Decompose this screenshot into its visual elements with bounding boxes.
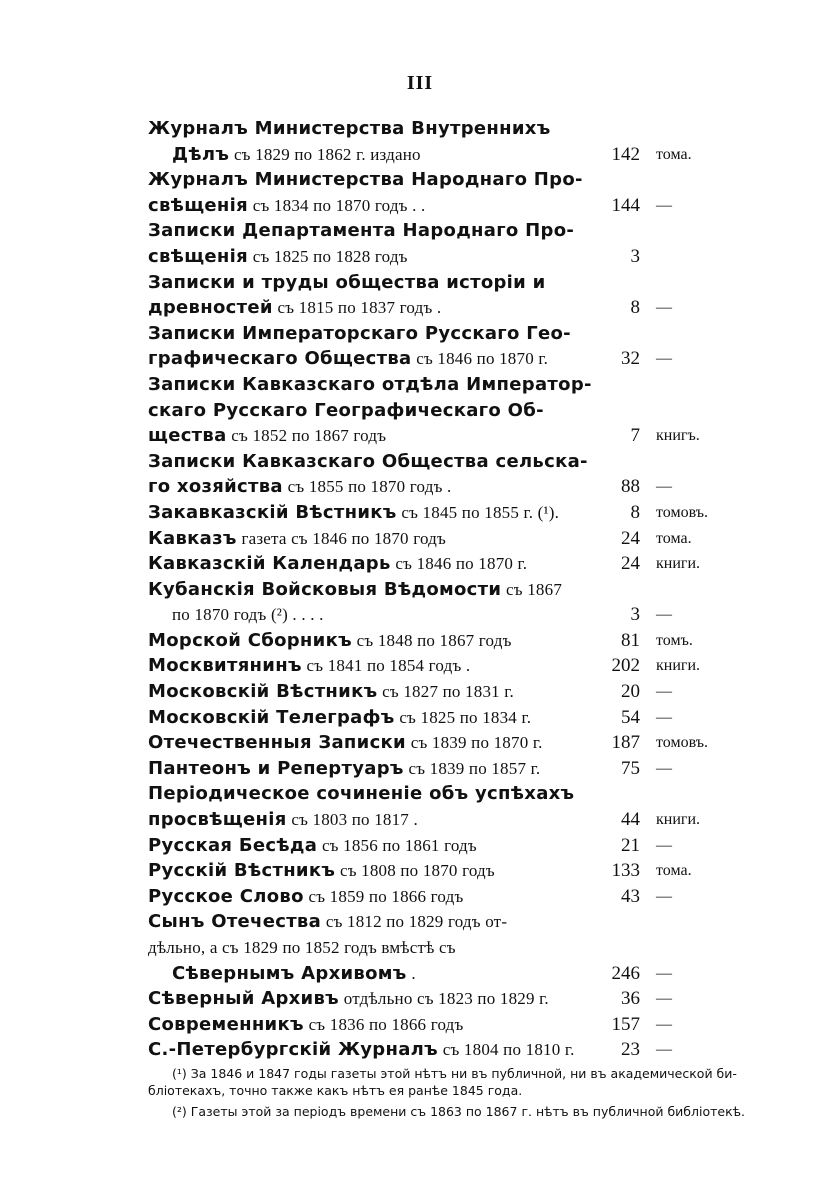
publication-years: съ 1856 по 1861 годъ [321, 835, 477, 855]
volume-unit: — [656, 964, 672, 982]
list-item [0, 909, 840, 935]
periodical-title: Отечественныя Записки [148, 732, 406, 754]
list-item [0, 398, 840, 424]
list-item [0, 858, 840, 884]
volume-count: 144 [611, 194, 640, 216]
list-item [0, 116, 840, 142]
periodical-title: Пантеонъ и Репертуаръ [148, 757, 404, 779]
volume-count: 202 [611, 655, 640, 677]
publication-years: съ 1859 по 1866 годъ [308, 886, 464, 906]
volume-unit: — [656, 350, 672, 368]
volume-unit: книги. [656, 555, 701, 573]
volume-count: 75 [621, 757, 640, 779]
volume-count: 8 [630, 501, 640, 523]
list-item [0, 833, 840, 859]
periodical-title: древностей [148, 297, 273, 319]
publication-years: съ 1867 [506, 579, 563, 599]
list-item [0, 193, 840, 219]
publication-years: съ 1808 по 1870 годъ [339, 861, 495, 881]
volume-unit: — [656, 836, 672, 854]
volume-unit: — [656, 1015, 672, 1033]
volume-unit: — [656, 299, 672, 317]
publication-years: дѣльно, а съ 1829 по 1852 годъ вмѣстѣ съ [148, 938, 456, 957]
publication-years: съ 1855 по 1870 годъ . [287, 477, 452, 497]
list-item [0, 321, 840, 347]
volume-unit: — [656, 478, 672, 496]
periodical-title: Сѣвернымъ Архивомъ [172, 962, 407, 984]
publication-years: съ 1827 по 1831 г. [382, 682, 515, 702]
volume-unit: — [656, 759, 672, 777]
list-item [0, 167, 840, 193]
periodical-title: Русскій Вѣстникъ [148, 860, 336, 882]
publication-years: съ 1804 по 1810 г. [442, 1040, 575, 1060]
list-item [0, 372, 840, 398]
footnote-1: (¹) За 1846 и 1847 годы газеты этой нѣтъ ни въ публичной, ни въ академической би- [172, 1066, 737, 1081]
volume-count: 157 [611, 1013, 640, 1035]
volume-unit: книгъ. [656, 427, 700, 445]
volume-count: 20 [621, 681, 640, 703]
volume-count: 21 [621, 834, 640, 856]
publication-years: . [411, 963, 416, 983]
periodical-title: Московскій Вѣстникъ [148, 681, 378, 703]
publication-years: съ 1845 по 1855 г. (¹). [401, 502, 560, 522]
publication-years: съ 1825 по 1834 г. [399, 707, 532, 727]
volume-count: 23 [621, 1039, 640, 1061]
volume-count: 44 [621, 809, 640, 831]
list-item [0, 423, 840, 449]
publication-years: съ 1834 по 1870 годъ . . [252, 195, 426, 215]
publication-years: отдѣльно съ 1823 по 1829 г. [343, 989, 549, 1009]
periodical-title: Записки и труды общества исторіи и [148, 271, 546, 293]
publication-years: съ 1839 по 1857 г. [408, 758, 541, 778]
volume-count: 32 [621, 348, 640, 370]
volume-unit: томъ. [656, 631, 693, 649]
list-item [0, 449, 840, 475]
volume-unit: — [656, 683, 672, 701]
volume-unit: книги. [656, 657, 701, 675]
list-item [0, 142, 840, 168]
publication-years: съ 1812 по 1829 годъ от- [325, 912, 508, 932]
volume-unit: книги. [656, 811, 701, 829]
periodical-title: Морской Сборникъ [148, 629, 352, 651]
periodical-title: графическаго Общества [148, 348, 412, 370]
periodical-title: Закавказскій Вѣстникъ [148, 501, 397, 523]
periodical-title: го хозяйства [148, 476, 283, 498]
list-item [0, 781, 840, 807]
volume-unit: — [656, 196, 672, 214]
volume-count: 142 [611, 143, 640, 165]
list-item [0, 346, 840, 372]
publication-years: съ 1829 по 1862 г. издано [233, 144, 421, 164]
list-item [0, 705, 840, 731]
volume-unit: — [656, 708, 672, 726]
publication-years: съ 1836 по 1866 годъ [308, 1014, 464, 1034]
volume-count: 81 [621, 629, 640, 651]
periodical-title: Москвитянинъ [148, 655, 302, 677]
list-item [0, 295, 840, 321]
volume-unit: — [656, 887, 672, 905]
list-item [0, 602, 840, 628]
list-item [0, 1037, 840, 1063]
volume-count: 3 [630, 245, 640, 267]
list-item [0, 961, 840, 987]
volume-unit: томовъ. [656, 734, 709, 752]
periodical-title: свѣщенія [148, 245, 248, 267]
list-item [0, 756, 840, 782]
list-item [0, 551, 840, 577]
periodical-title: Сѣверный Архивъ [148, 988, 339, 1010]
volume-unit: тома. [656, 862, 692, 880]
volume-count: 133 [611, 860, 640, 882]
volume-unit: тома. [656, 529, 692, 547]
volume-unit: — [656, 1041, 672, 1059]
periodical-title: Дѣлъ [172, 143, 230, 165]
footnote-2: (²) Газеты этой за періодъ времени съ 1863 по 1867 г. нѣтъ въ публичной библіотекѣ. [172, 1104, 746, 1119]
periodical-title: Кавказъ [148, 527, 237, 549]
list-item [0, 679, 840, 705]
periodical-title: С.-Петербургскій Журналъ [148, 1039, 438, 1061]
periodical-title: Записки Кавказскаго Общества сельска- [148, 450, 588, 472]
list-item [0, 526, 840, 552]
publication-years: съ 1839 по 1870 г. [410, 733, 543, 753]
periodical-title: свѣщенія [148, 194, 248, 216]
publication-years: съ 1841 по 1854 годъ . [306, 656, 471, 676]
periodical-title: Записки Кавказскаго отдѣла Император- [148, 373, 592, 395]
periodical-title: скаго Русскаго Географическаго Об- [148, 399, 544, 421]
periodical-title: Московскій Телеграфъ [148, 706, 395, 728]
list-item [0, 653, 840, 679]
volume-unit: тома. [656, 145, 692, 163]
publication-years: съ 1846 по 1870 г. [395, 554, 528, 574]
list-item [0, 935, 840, 961]
periodical-title: Журналъ Министерства Народнаго Про- [148, 169, 583, 191]
publication-years: съ 1846 по 1870 г. [416, 349, 549, 369]
list-item [0, 1012, 840, 1038]
list-item [0, 884, 840, 910]
volume-count: 36 [621, 988, 640, 1010]
list-item [0, 474, 840, 500]
periodical-title: Кубанскія Войсковыя Вѣдомости [148, 578, 502, 600]
volume-count: 43 [621, 885, 640, 907]
periodical-title: просвѣщенія [148, 809, 287, 831]
periodical-title: щества [148, 425, 227, 447]
periodical-title: Современникъ [148, 1013, 304, 1035]
publication-years: съ 1815 по 1837 годъ . [277, 298, 442, 318]
periodical-title: Русская Бесѣда [148, 834, 318, 856]
periodicals-list [0, 116, 840, 1063]
list-item [0, 218, 840, 244]
volume-count: 7 [630, 425, 640, 447]
periodical-title: Записки Департамента Народнаго Про- [148, 220, 575, 242]
list-item [0, 986, 840, 1012]
volume-count: 54 [621, 706, 640, 728]
volume-count: 187 [611, 732, 640, 754]
volume-count: 246 [611, 962, 640, 984]
volume-count: 24 [621, 553, 640, 575]
volume-count: 88 [621, 476, 640, 498]
publication-years: съ 1852 по 1867 годъ [231, 426, 387, 446]
list-item [0, 244, 840, 270]
publication-years: съ 1803 по 1817 . [291, 810, 418, 830]
publication-years: по 1870 годъ (²) . . . . [172, 605, 324, 625]
volume-unit: томовъ. [656, 503, 709, 521]
publication-years: съ 1848 по 1867 годъ [356, 630, 512, 650]
periodical-title: Сынъ Отечества [148, 911, 322, 933]
publication-years: газета съ 1846 по 1870 годъ [241, 528, 446, 548]
volume-count: 24 [621, 527, 640, 549]
volume-count: 3 [630, 604, 640, 626]
periodical-title: Кавказскій Календарь [148, 553, 391, 575]
list-item [0, 500, 840, 526]
page-number: III [406, 72, 434, 94]
periodical-title: Записки Императорскаго Русскаго Гео- [148, 322, 571, 344]
list-item [0, 807, 840, 833]
volume-unit: — [656, 990, 672, 1008]
list-item [0, 628, 840, 654]
footnote-1-continued: бліотекахъ, точно также какъ нѣтъ ея ранѣе 1845 года. [148, 1083, 523, 1098]
list-item [0, 270, 840, 296]
publication-years: съ 1825 по 1828 годъ [252, 246, 408, 266]
list-item [0, 577, 840, 603]
volume-unit: — [656, 606, 672, 624]
volume-count: 8 [630, 297, 640, 319]
periodical-title: Русское Слово [148, 885, 304, 907]
periodical-title: Журналъ Министерства Внутреннихъ [148, 118, 551, 139]
periodical-title: Періодическое сочиненіе объ успѣхахъ [148, 783, 575, 805]
list-item [0, 730, 840, 756]
